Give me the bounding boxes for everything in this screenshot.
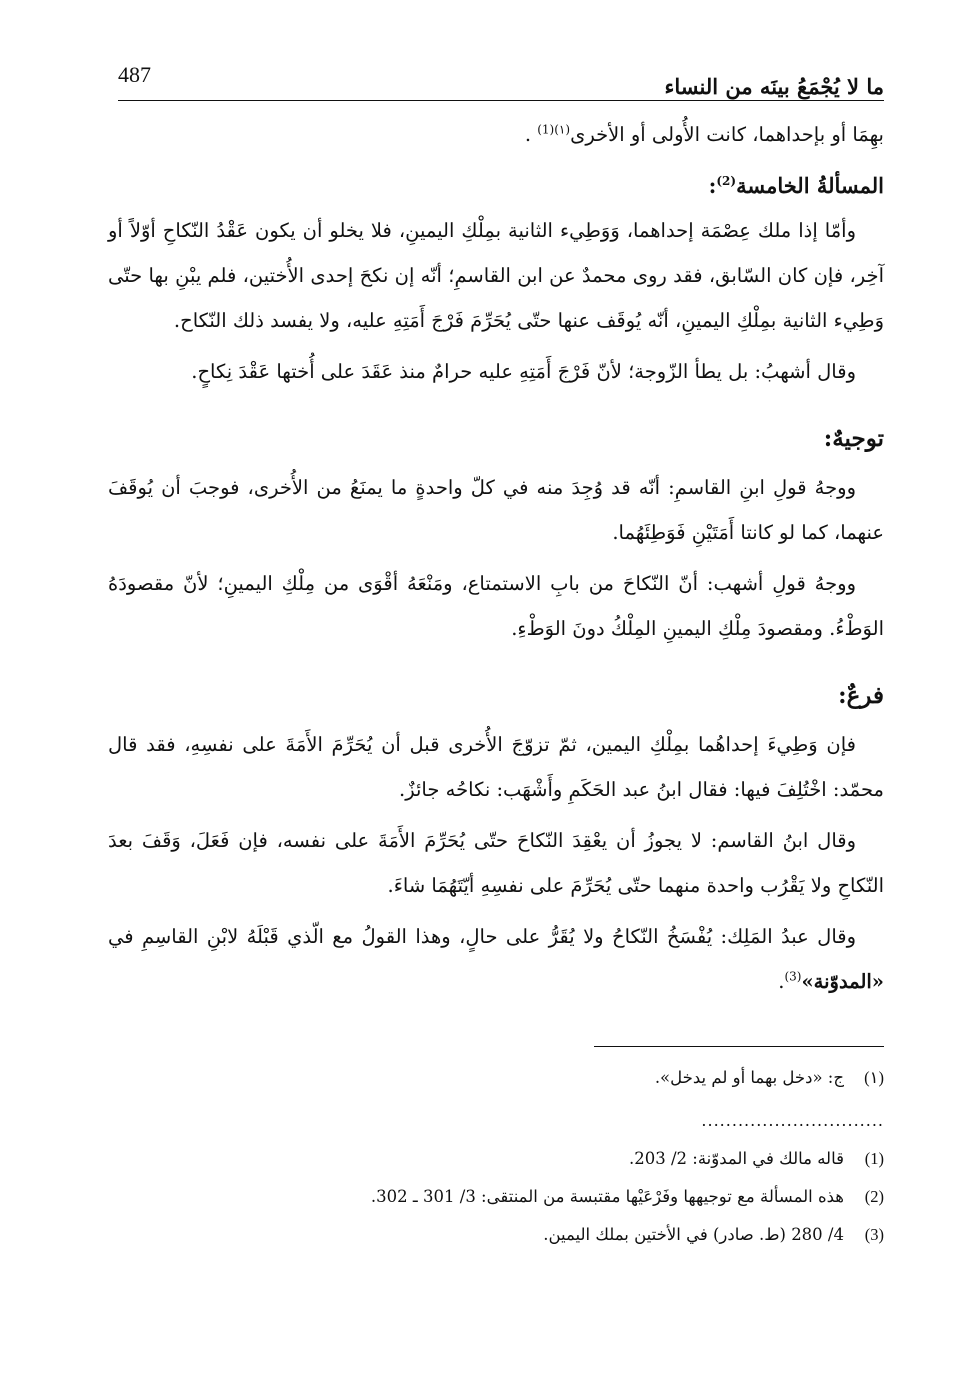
section-heading-masala: المسألةُ الخامسة$^{(2)}$:	[708, 173, 884, 198]
footnote-item	[108, 1146, 884, 1172]
footnote-ref-1: (1)	[537, 122, 555, 137]
chapter-title: ما لا يُجْمَعُ بينَه من النساء	[664, 74, 884, 99]
paragraph: فإن وَطِيءَ إحداهُما بمِلْكِ اليمين، ثمّ تزوّجَ الأُخرى قبل أن يُحَرِّمَ الأَمَةَ على نفسِهِ، فقد قال محمّد: اخْتُلِفَ فيها: فقال ابنُ عبد الحَكَمِ وأَشْهَب: نكاحُه جائزٌ.	[108, 733, 884, 801]
footnote-number: (3)	[864, 1225, 884, 1244]
footnotes	[108, 1046, 884, 1260]
paragraph: وقال عبدُ المَلِك: يُفْسَخُ النّكاحُ ولا يُقَرُّ على حالٍ، وهذا القولُ مع الّذي قَبْلَهُ لابْنِ القاسِمِ في «المدوّنة»$^{(3)}$.	[108, 925, 884, 993]
footnote-number: (١)	[864, 1068, 884, 1087]
footnote-ref-3: (3)	[784, 969, 802, 984]
footnote-rule	[594, 1046, 884, 1047]
paragraph: وقال أشهبُ: بل يطأ الزّوجة؛ لأنّ فَرْجَ أَمَتِهِ عليه حرامٌ منذ عَقَدَ على أُختها عَقْدَ نِكاحٍ.	[191, 360, 856, 383]
footnote-separator: ..............................	[701, 1111, 884, 1130]
footnote-number: (1)	[864, 1149, 884, 1168]
section-heading-far: فرعٌ:	[838, 682, 884, 709]
paragraph-continuation: بهِمَا أو بإحداهما، كانت الأُولى أو الأخرى$^{(١)(1)}$ .	[524, 122, 884, 146]
page-number: 487	[118, 62, 151, 87]
footnote-text: 4/ 280 (ط. صادر) في الأختين بملك اليمين.	[543, 1225, 844, 1244]
paragraph: وقال ابنُ القاسم: لا يجوزُ أن يعْقِدَ النّكاحَ حتّى يُحَرِّمَ الأَمَةَ على نفسه، فإن فَعَلَ، وَقَفَ بعدَ النّكاحِ ولا يَقْرُب واحدة منهما حتّى يُحَرِّمَ على نفسِهِ أيّتَهُمَا شاءَ.	[108, 829, 884, 897]
section-heading-tawjih: توجيهٌ:	[823, 425, 884, 452]
main-text	[108, 112, 884, 1010]
footnote-item	[108, 1184, 884, 1210]
footnote-ref-variant: (١)	[554, 122, 571, 137]
footnote-ref-2: (2)	[716, 174, 737, 188]
paragraph: ووجهُ قولِ أشهب: أنّ النّكاحَ من بابِ الاستمتاع، ومَنْعَهُ أقْوَى من مِلْكِ اليمينِ؛ لأنّ مقصودَهُ الوَطْءُ. ومقصودَ مِلْكِ اليمينِ المِلْكُ دونَ الوَطْءِ.	[108, 572, 884, 640]
footnote-variant	[108, 1065, 884, 1091]
paragraph: وأمّا إذا ملك عِصْمَة إحداهما، وَوَطِيء الثانية بمِلْكِ اليمينِ، فلا يخلو أن يكون عَقْدُ النّكاحِ أوّلاً أو آخِر، فإن كان السّابق، فقد روى محمدٌ عن ابن القاسمِ؛ أنّه إن نكحَ إحدى الأُختين، فلم يبْنِ بها حتّى وَطِيء الثانية بمِلْكِ اليمينِ، أنّه يُوقَف عنها حتّى يُحَرِّمَ فَرْجَ أَمَتِهِ عليه، ولا يفسد ذلك النّكاح.	[108, 219, 884, 332]
footnote-text: قاله مالك في المدوّنة: 2/ 203.	[628, 1149, 844, 1168]
footnote-item	[108, 1222, 884, 1248]
running-header	[118, 62, 884, 98]
book-title: «المدوّنة»	[801, 970, 884, 993]
paragraph: ووجهُ قولِ ابنِ القاسمِ: أنّه قد وُجِدَ منه في كلّ واحدةٍ ما يمنَعُ من الأُخرى، فوجبَ أن يُوقَفَ عنهما، كما لو كانتا أَمَتَيْنِ فَوَطِئَهُما.	[108, 476, 884, 544]
footnote-text: هذه المسألة مع توجيهها وفَرْعَيْها مقتبسة من المنتقى: 3/ 301 ـ 302.	[370, 1187, 844, 1206]
footnote-text: ج: «دخل بهما أو لم يدخل».	[654, 1068, 844, 1087]
footnote-number: (2)	[864, 1187, 884, 1206]
header-rule	[118, 100, 884, 101]
